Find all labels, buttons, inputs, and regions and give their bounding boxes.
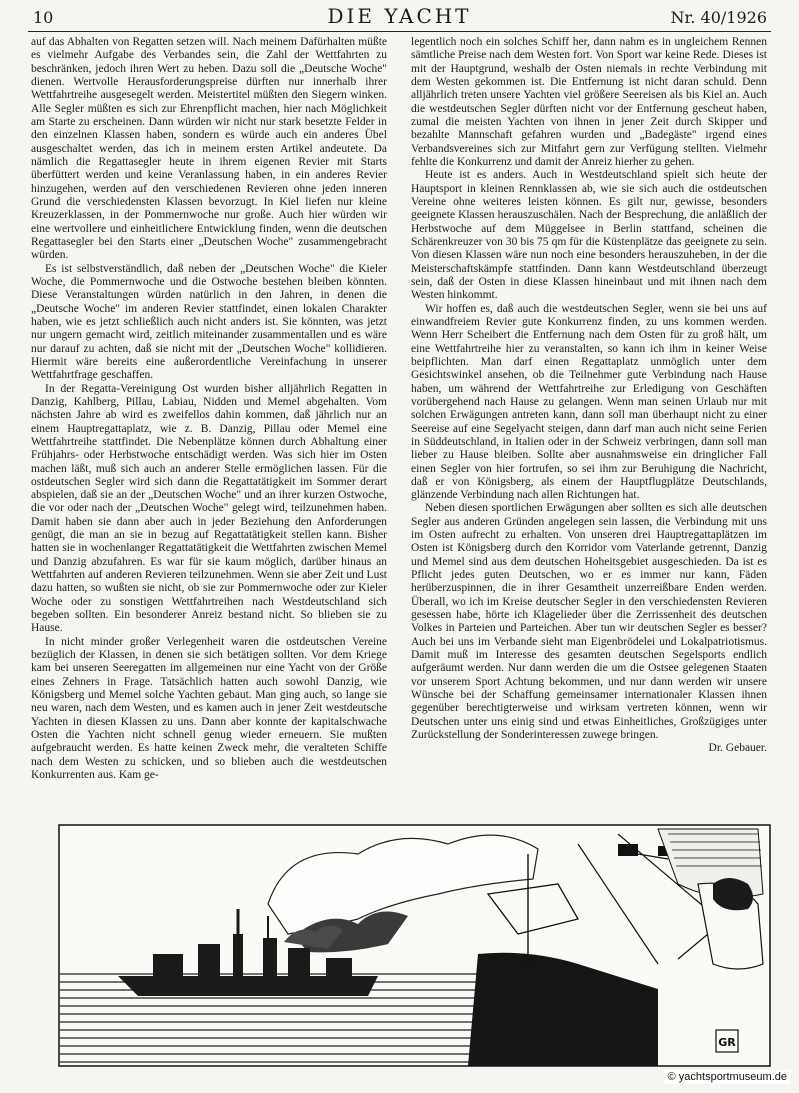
header-rule [28,31,771,32]
article-column-right [411,36,767,836]
author-signature: Dr. Gebauer. [708,742,767,755]
warship-illustration [58,824,771,1067]
paragraph: Wir hoffen es, daß auch die westdeutschen Segler, wenn sie bei uns auf einwandfreiem Revier gute Konkurrenz finden, zu uns kommen werden. Wenn Herr Scheibert die Entfernung nach dem Osten für zu groß hält, um eine Wettfahrtreihe hier zu veranstalten, so kann ich ihm in keiner Weise beipflichten. Man darf einen Regattaplatz unmöglich unter dem Gesichtswinkel ansehen, ob die Teilnehmer gute Verbindung nach Hause haben, um während der Wettfahrtreihe zur Erledigung von Geschäften vorübergehend nach Hause zu gelangen. Wenn man seinen Urlaub nur mit solchen Erwägungen antreten kann, dann soll man überhaupt nicht zu einer Seereise auf eine Segelyacht steigen, dann darf man auch nicht seine Ferien in Süddeutschland, in Italien oder in der Schweiz verbringen, dann soll man lieber zu Hause bleiben. Sollte aber ausnahmsweise ein dringlicher Fall einen Segler von hier fortrufen, so sei ihm zur Beruhigung die Nachricht, daß er von Königsberg, als einem der Hauptflugplätze Deutschlands, glänzende Verbindung nach allen Richtungen hat. [411,302,767,502]
paragraph: Neben diesen sportlichen Erwägungen aber sollten es sich alle deutschen Segler aus anderen Gründen angelegen sein lassen, die Verbindung mit uns im Osten aufrecht zu erhalten. Von unseren drei Hauptregattaplätzen im Osten ist Königsberg durch den Korridor vom Vaterlande getrennt, Danzig und Memel sind aus dem deutschen Hoheitsgebiet ausgeschieden. Da ist es Pflicht jedes guten Deutschen, wo er es immer nur kann, Fäden herüberzuspinnen, die in ihrer Gesamtheit unzerreißbare Enden werden. Überall, wo ich im Kreise deutscher Segler in den verschiedensten Revieren gesessen habe, hörte ich Klagelieder über die Zerrissenheit des deutschen Volkes in Parteien und Parteichen. Aber tun wir deutschen Segler es besser? Auch bei uns im Verbande sieht man Eigenbrödelei und Lokalpatriotismus. Damit muß im Interesse des gesamten deutschen Segelsports endlich aufgeräumt werden. Nur dann werden die um die Ostsee gelegenen Staaten vor unserem Sport Achtung bekommen, und nur dann werden wir unsere Wünsche bei der Schaffung gemeinsamer internationaler Klassen ihnen gegenüber berechtigterweise und wirksam vertreten können, wenn wir Deutschen unter uns einig sind und etwas Einheitliches, Großzügiges unter Zurückstellung der Sonderinteressen zuwege bringen. [411,502,767,742]
page-number: 10 [33,8,54,27]
journal-title: DIE YACHT [327,4,472,28]
paragraph: In der Regatta-Vereinigung Ost wurden bisher alljährlich Regatten in Danzig, Kahlberg, Pillau, Labiau, Nidden und Memel abgehalten. Vom nächsten Jahre ab wird es zweifellos dahin kommen, daß jährlich nur an einem Hauptregattaplatz, wie z. B. Danzig, Pillau oder Memel eine Wettfahrtreihe stattfindet. Die Nebenplätze können durch Abhaltung einer Frühjahrs- oder Herbstwoche entschädigt werden. Was sich hier im Osten machen läßt, muß sich auch an anderer Stelle ermöglichen lassen. Für die ostdeutschen Segler wird sich dann die Regattatätigkeit im Sommer derart abspielen, daß sie an der „Deutschen Woche" und an ihrer kurzen Ostwoche, die vor oder nach der „Deutschen Woche" gelegt wird, teilzunehmen haben. Damit haben sie dann aber auch in jeder Beziehung den Anforderungen genügt, die man an sie in bezug auf Regattatätigkeit stellen kann. Bisher hatten sie in wochenlanger Regattatätigkeit die Wettfahrten zwischen Memel und Danzig abzufahren. Es war für sie kaum möglich, darüber hinaus an Wettfahrten auf anderen Revieren teilzunehmen. Wenn sie aber Zeit und Lust dazu hatten, so wußten sie nicht, ob sie zur Pommernwoche oder zur Kieler Woche oder zu sonstigen Wettfahrtreihen nach Westdeutschland sich begeben sollten. Ein besonderer Anreiz bestand nicht. So blieben sie zu Hause. [31,382,387,635]
watermark-text: yachtsportmuseum.de [678,1071,787,1083]
watermark [664,1070,791,1084]
issue-number: Nr. 40/1926 [670,8,767,27]
monogram-text: GR [718,1036,736,1049]
warship-hull [118,976,378,996]
paragraph: Heute ist es anders. Auch in Westdeutschland spielt sich heute der Hauptsport in kleinen Rennklassen ab, wie sie sich auch die ostdeutschen Vereine ohne weiteres leisten können. Es gilt nur, gewisse, besonders geeignete Klassen herauszuschälen. Nach der Besprechung, die anläßlich der Herbstwoche auf dem Müggelsee in Berlin stattfand, scheinen die Schärenkreuzer von 30 bis 75 qm für die Küstenplätze das geeignete zu sein. Von diesen Klassen wäre nun noch eine besonders herauszuheben, in der die Meisterschaftskämpfe stattfinden. Dann kann Westdeutschland überzeugt sein, daß der Osten in diese Klassen hineinbaut und mit ihnen nach dem Westen hinkommt. [411,169,767,302]
paragraph: In nicht minder großer Verlegenheit waren die ostdeutschen Vereine bezüglich der Klassen, in denen sie sich betätigen sollten. Vor dem Kriege kam bei unseren Seeregatten im allgemeinen nur eine Yacht von der Größe eines Zehners in Frage. Tatsächlich hatten auch sowohl Danzig, wie Königsberg und Memel solche Yachten gebaut. Man ging auch, so lange sie neu waren, nach dem Westen, und es kamen auch in jener Zeit westdeutsche Yachten in diesen Klassen zu uns. Dann aber konnte der kapitalschwache Osten die Yachten nicht schnell genug wieder erneuern. Sie mußten aufgebraucht werden. Es hatte keinen Zweck mehr, die veralteten Schiffe nach dem Westen zu schicken, und so blieben auch die westdeutschen Konkurrenten aus. Kam ge- [31,635,387,782]
copyright-icon: © [667,1071,676,1083]
page-header [0,0,799,34]
paragraph: legentlich noch ein solches Schiff her, dann nahm es in ungleichem Rennen sämtliche Preise nach dem Westen fort. Von Sport war keine Rede. Dieses ist mit der Hauptgrund, weshalb der Osten niemals in rechte Verbindung mit dem Westen gekommen ist. Die Entfernung ist nicht daran schuld. Denn alljährlich treten unsere Yachten viel größere Seereisen als bis Kiel an. Auch die westdeutschen Segler dürften nicht vor der Entfernung gescheut haben, zumal die meisten Yachten von ihnen in jener Zeit durch Skipper und bezahlte Mannschaft gefahren wurden und „Badegäste" irgend eines Verbandsvereines sich zur Mitfahrt gern zur Verfügung stellten. Vielmehr fehlte die Konkurrenz und damit der Anreiz hierher zu gehen. [411,36,767,168]
paragraph: Es ist selbstverständlich, daß neben der „Deutschen Woche" die Kieler Woche, die Pommernwoche und die Ostwoche bestehen bleiben könnten. Diese Veranstaltungen würden natürlich in den Jahren, in denen die „Deutsche Woche" im anderen Revier stattfindet, einen lokalen Charakter haben, wie es jetzt schließlich auch nicht anders ist. Sie könnten, was jetzt nur ungern gemacht wird, zeitlich miteinander zusammentallen und es wäre nur darauf zu achten, daß sie nicht mit der „Deutschen Woche" kollidieren. Hiermit wäre bereits eine außerordentliche Vereinfachung in unserer Wettfahrtfrage geschaffen. [31,262,387,382]
paragraph: auf das Abhalten von Regatten setzen will. Nach meinem Dafürhalten müßte es vielmehr Aufgabe des Verbandes sein, die Zahl der Wettfahrten zu beschränken, jedoch ihren Wert zu heben. Dazu soll die „Deutsche Woche" dienen. Wertvolle Herausforderungspreise dürften nur innerhalb ihrer Wettfahrtreihe ausgesegelt werden. Meistertitel müßten den Siegern winken. Alle Segler müßten es sich zur Ehrenpflicht machen, hier nach Möglichkeit am Starte zu erscheinen. Dann würden wir nicht nur stark besetzte Felder in den einzelnen Klassen haben, sondern es würde auch ein anderes Übel ausgeschaltet werden, das ich in meinem ersten Artikel andeutete. Da nämlich die Regattasegler heute in ihrem eigenen Revier mit Starts überfüttert werden und keine Veranlassung haben, in ein anderes Revier hinzugehen, werden auf den verschiedenen Revieren ohne jeden inneren Grund die verschiedensten Klassen bevorzugt. In Kiel liefen nur kleine Kreuzerklassen, in der Pommernwoche nur große. Auch hier würden wir eine wertvollere und einheitlichere Entwicklung finden, wenn die deutschen Regattasegler bei den Starts einer „Deutschen Woche" zusammengebracht würden. [31,36,387,262]
article-column-left [31,36,387,836]
illustration-drawing [58,824,771,1067]
